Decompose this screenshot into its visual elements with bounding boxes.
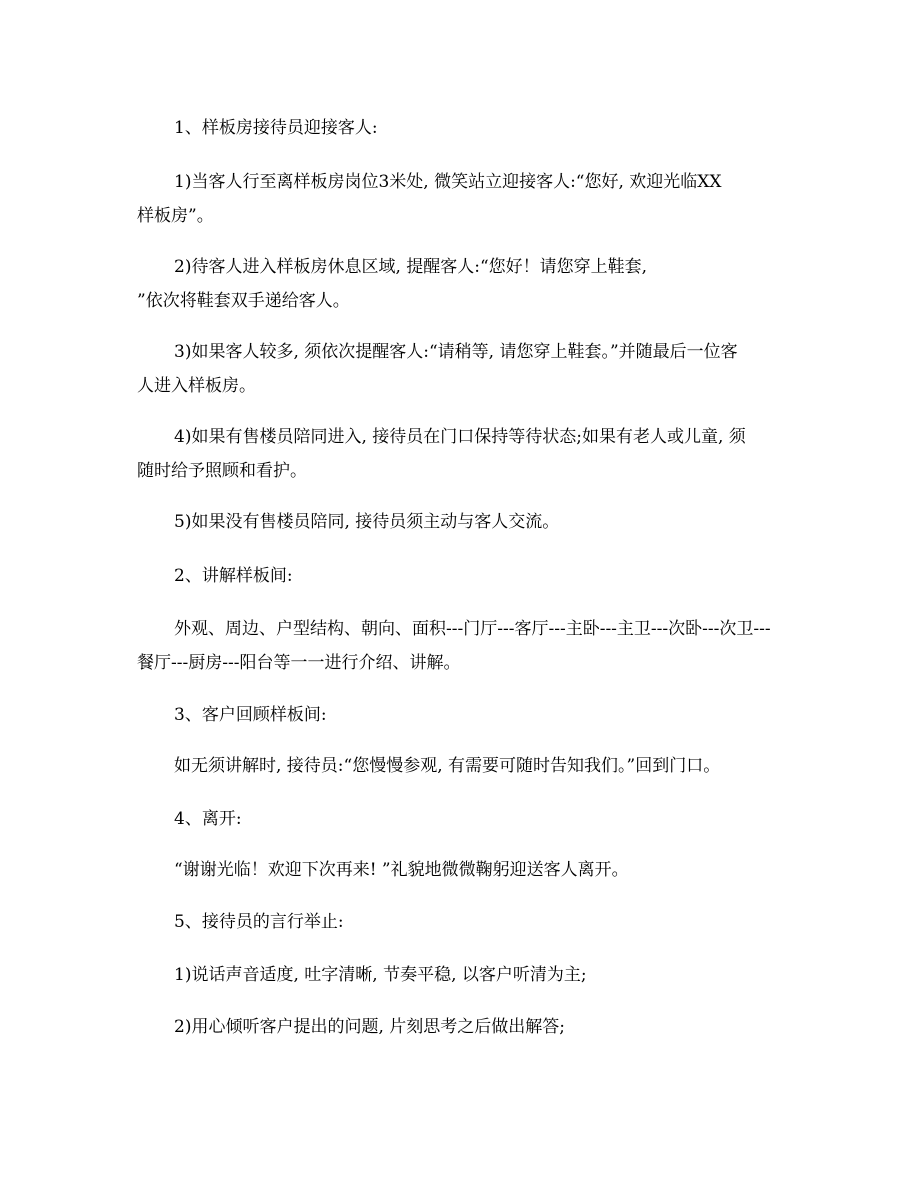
section-1-item-4-cont: 随时给予照顾和看护。 [137, 461, 307, 481]
section-5-heading: 5、接待员的言行举止: [174, 912, 344, 932]
section-1-item-2: 2)待客人进入样板房休息区域, 提醒客人:“您好！请您穿上鞋套, [174, 257, 648, 277]
section-2-body-cont: 餐厅---厨房---阳台等一一进行介绍、讲解。 [137, 653, 461, 673]
section-1-item-5: 5)如果没有售楼员陪同, 接待员须主动与客人交流。 [174, 512, 560, 532]
section-1-item-3-cont: 人进入样板房。 [137, 376, 256, 396]
section-1-item-1-cont: 样板房”。 [137, 206, 214, 226]
section-1-item-4: 4)如果有售楼员陪同进入, 接待员在门口保持等待状态;如果有老人或儿童, 须 [174, 427, 746, 447]
section-5-item-2: 2)用心倾听客户提出的问题, 片刻思考之后做出解答; [174, 1017, 565, 1037]
section-4-body: “谢谢光临！欢迎下次再来! ”礼貌地微微鞠躬迎送客人离开。 [174, 860, 629, 880]
section-4-heading: 4、离开: [174, 809, 242, 829]
section-1-item-2-cont: ”依次将鞋套双手递给客人。 [137, 291, 350, 311]
section-2-body: 外观、周边、户型结构、朝向、面积---门厅---客厅---主卧---主卫---次卧---次卫--- [174, 619, 771, 639]
section-3-heading: 3、客户回顾样板间: [174, 705, 327, 725]
section-2-heading: 2、讲解样板间: [174, 566, 293, 586]
section-1-item-1: 1)当客人行至离样板房岗位3米处, 微笑站立迎接客人:“您好, 欢迎光临XX [174, 172, 722, 192]
section-5-item-1: 1)说话声音适度, 吐字清晰, 节奏平稳, 以客户听清为主; [174, 965, 587, 985]
section-3-body: 如无须讲解时, 接待员:“您慢慢参观, 有需要可随时告知我们。”回到门口。 [174, 756, 721, 776]
section-1-item-3: 3)如果客人较多, 须依次提醒客人:“请稍等, 请您穿上鞋套。”并随最后一位客 [174, 342, 738, 362]
section-1-heading: 1、样板房接待员迎接客人: [174, 118, 378, 138]
